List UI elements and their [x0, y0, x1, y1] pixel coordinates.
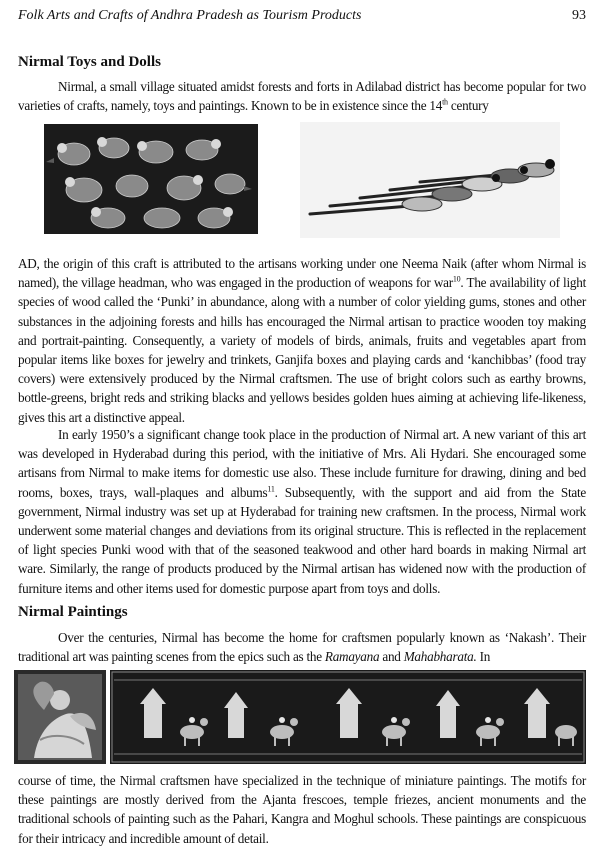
section-title-paintings: Nirmal Paintings — [18, 604, 128, 620]
epic-ramayana: Ramayana — [324, 649, 380, 665]
paragraph-origin — [18, 254, 586, 427]
paragraph-origin-text: AD, the origin of this craft is attributed to the artisans working under one Neema Naik (after whom Nirmal is named), the village headman, who was engaged in the production of weapons for war — [18, 256, 586, 291]
superscript-10: 10 — [452, 274, 461, 284]
paragraph-origin-tail: . The availability of light species of wood called the ‘Punki’ in abundance, along with a number of color yielding gums, stones and other substances in the adjoining forests and hills has encouraged the Nirmal artisan to practice wooden toy making and portrait-painting. Consequently, a variety of models of birds, animals, fruits and vegetables apart from popular items like boxes for jewelry and trinkets, Ganjifa boxes and playing cards and ‘kanchibbas’ (food tray covers) were extensively produced by the Nirmal craftsmen. The use of bright colors such as earthy browns, bottle-greens, bright reds and striking blacks and yellows besides golden hues aiming at achieving life-likeness, gives this art a distinctive appeal. — [18, 275, 586, 425]
photo-bird-toys — [44, 124, 258, 234]
photo-procession-frieze — [110, 670, 586, 764]
paragraph-1950s-tail: . Subsequently, with the support and aid from the State government, Nirmal industry was set up at Hyderabad for training new craftsmen. In the process, Nirmal work underwent some material changes and deviations from its original structure. This is reflected in the replacement of light species Punki wood with that of the seasoned teakwood and other hard boards in making Nirmal art ware. Similarly, the range of products produced by the Nirmal artisan has widened now with the production of furniture items and other items used for domestic purpose apart from toys and dolls. — [18, 484, 587, 596]
paragraph-intro — [18, 77, 586, 115]
superscript-11: 11 — [267, 484, 275, 494]
paragraph-intro-text: Nirmal, a small village situated amidst forests and forts in Adilabad district has become popular for two varieties of crafts, namely, toys and paintings. Known to be in existence since the 14 — [18, 79, 586, 114]
page-number: 93 — [572, 8, 586, 23]
running-header — [18, 8, 586, 28]
paragraph-nakash — [18, 628, 586, 666]
running-title: Folk Arts and Crafts of Andhra Pradesh as Tourism Products — [18, 8, 362, 23]
photo-portrait-painting — [14, 670, 106, 764]
epic-mahabharata: Mahabharata. — [403, 649, 477, 665]
paragraph-miniature: course of time, the Nirmal craftsmen have specialized in the technique of miniature paintings. The motifs for these paintings are mostly derived from the Ajanta frescoes, temple friezes, ancient monuments and the traditional schools of painting such as the Pahari, Kangra and Moghul schools. These paintings are conspicuous for their intricacy and incredible amount of detail. — [18, 773, 586, 846]
photo-toys-on-sticks — [300, 122, 560, 238]
paragraph-nakash-and: and — [379, 649, 404, 665]
superscript-th: th — [442, 97, 448, 107]
paragraph-intro-tail: century — [447, 98, 489, 114]
paragraph-1950s — [18, 425, 586, 598]
paragraph-1950s-text: In early 1950’s a significant change took place in the production of Nirmal art. A new variant of this art was developed in Hyderabad during this period, with the initiative of Mrs. Ali Hydari. She encouraged some artisans from Nirmal to make items for domestic use also. These include furniture for drawing, dining and bed rooms, boxes, trays, wall-plaques and albums — [18, 427, 586, 500]
paragraph-nakash-text: Over the centuries, Nirmal has become the home for craftsmen popularly known as ‘Nakash’. Their traditional art was painting scenes from the epics such as the — [18, 630, 586, 665]
paragraph-nakash-tail: In — [476, 649, 491, 665]
section-title-toys: Nirmal Toys and Dolls — [18, 54, 161, 70]
